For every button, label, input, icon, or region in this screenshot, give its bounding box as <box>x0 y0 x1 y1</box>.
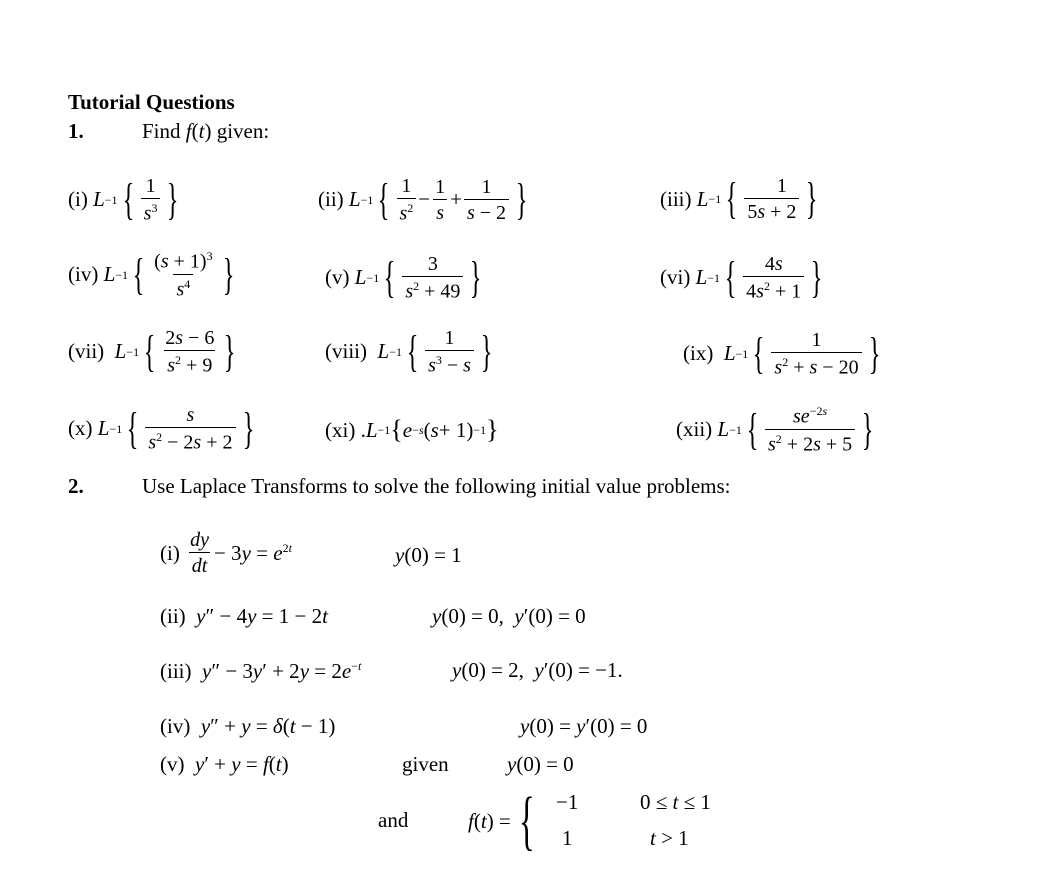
piecewise-range-1: 0 ≤ t ≤ 1 <box>640 790 711 814</box>
item-label: (ix) <box>683 341 714 366</box>
item-label: (v) <box>325 265 350 290</box>
ivp-v-condition: y(0) = 0 <box>507 752 574 776</box>
ivp-i: (i) $\frac{dy}{dt}$ − $3y = e^{2t}$ <box>160 529 292 577</box>
question-2-number: 2. <box>68 474 84 498</box>
ivp-iii: (iii) $y'' - 3y' + 2y = 2e^{-t}$ <box>160 659 362 683</box>
item-label: (iii) <box>660 186 692 211</box>
ivp-iii-condition: y(0) = 2, y′(0) = −1. <box>452 658 623 682</box>
item-1-xi: (xi) . L −1 { e −s ( s + 1) −1 } <box>325 415 499 444</box>
item-label: (viii) <box>325 339 367 364</box>
page-title: Tutorial Questions <box>68 90 235 114</box>
item-1-xii: (xii) L −1 { $\frac{se^{-2s}}{s^2 + 2s + 5}$ } <box>676 404 874 456</box>
piecewise-value-1: −1 <box>556 790 579 814</box>
piecewise-range-2: t > 1 <box>650 826 689 850</box>
ivp-iv-condition: y(0) = y′(0) = 0 <box>520 714 648 738</box>
item-1-iii: (iii) L −1 { $\frac{1}{5s + 2}$ } <box>660 174 818 223</box>
item-label: (vii) <box>68 339 105 364</box>
item-1-vii: (vii) L −1 { $\frac{2s - 6}{s^2 + 9}$ } <box>68 326 236 377</box>
question-2-prompt: Use Laplace Transforms to solve the following initial value problems: <box>142 474 731 498</box>
item-1-ii: (ii) L −1 { $\frac{1}{s^2}$ − $\frac{1}{s}$ + $\frac{1}{s - 2}$ } <box>318 174 528 225</box>
item-label: (i) <box>68 187 88 212</box>
question-1-prompt: Find f(t) given: <box>142 119 270 143</box>
item-label: (i) <box>160 540 180 565</box>
ivp-ii-condition: y(0) = 0, y′(0) = 0 <box>432 604 586 628</box>
item-label: (ii) <box>318 187 344 212</box>
ivp-v-given: given <box>402 752 449 776</box>
and-word: and <box>378 808 409 832</box>
item-label: (xi) <box>325 417 356 442</box>
ivp-iv: (iv) y″ + y = δ(t − 1) <box>160 714 336 738</box>
ivp-v: (v) y′ + y = f(t) <box>160 752 289 776</box>
piecewise-value-2: 1 <box>562 826 573 850</box>
item-1-v: (v) L −1 { $\frac{3}{s^2 + 49}$ } <box>325 252 482 303</box>
item-1-ix: (ix) L −1 { $\frac{1}{s^2 + s - 20}$ } <box>683 328 880 379</box>
item-1-viii: (viii) L −1 { $\frac{1}{s^3 - s}$ } <box>325 326 493 377</box>
item-label: (vi) <box>660 265 691 290</box>
item-1-vi: (vi) L −1 { $\frac{4s}{4s^2 + 1}$ } <box>660 252 823 303</box>
question-1-number: 1. <box>68 119 84 143</box>
ivp-i-condition: y(0) = 1 <box>395 543 462 567</box>
item-label: (xii) <box>676 417 713 442</box>
ivp-ii: (ii) y″ − 4y = 1 − 2t <box>160 604 328 628</box>
item-label: (x) <box>68 416 93 441</box>
item-1-x: (x) L −1 { $\frac{s}{s^2 - 2s + 2}$ } <box>68 403 254 454</box>
item-1-iv: (iv) L −1 { $\frac{(s + 1)^3}{s^4}$ } <box>68 249 234 301</box>
item-label: (iv) <box>68 262 99 287</box>
piecewise-definition: f ( t ) = { <box>468 784 535 857</box>
item-1-i: (i) L −1 { $\frac{1}{s^3}$ } <box>68 174 179 225</box>
